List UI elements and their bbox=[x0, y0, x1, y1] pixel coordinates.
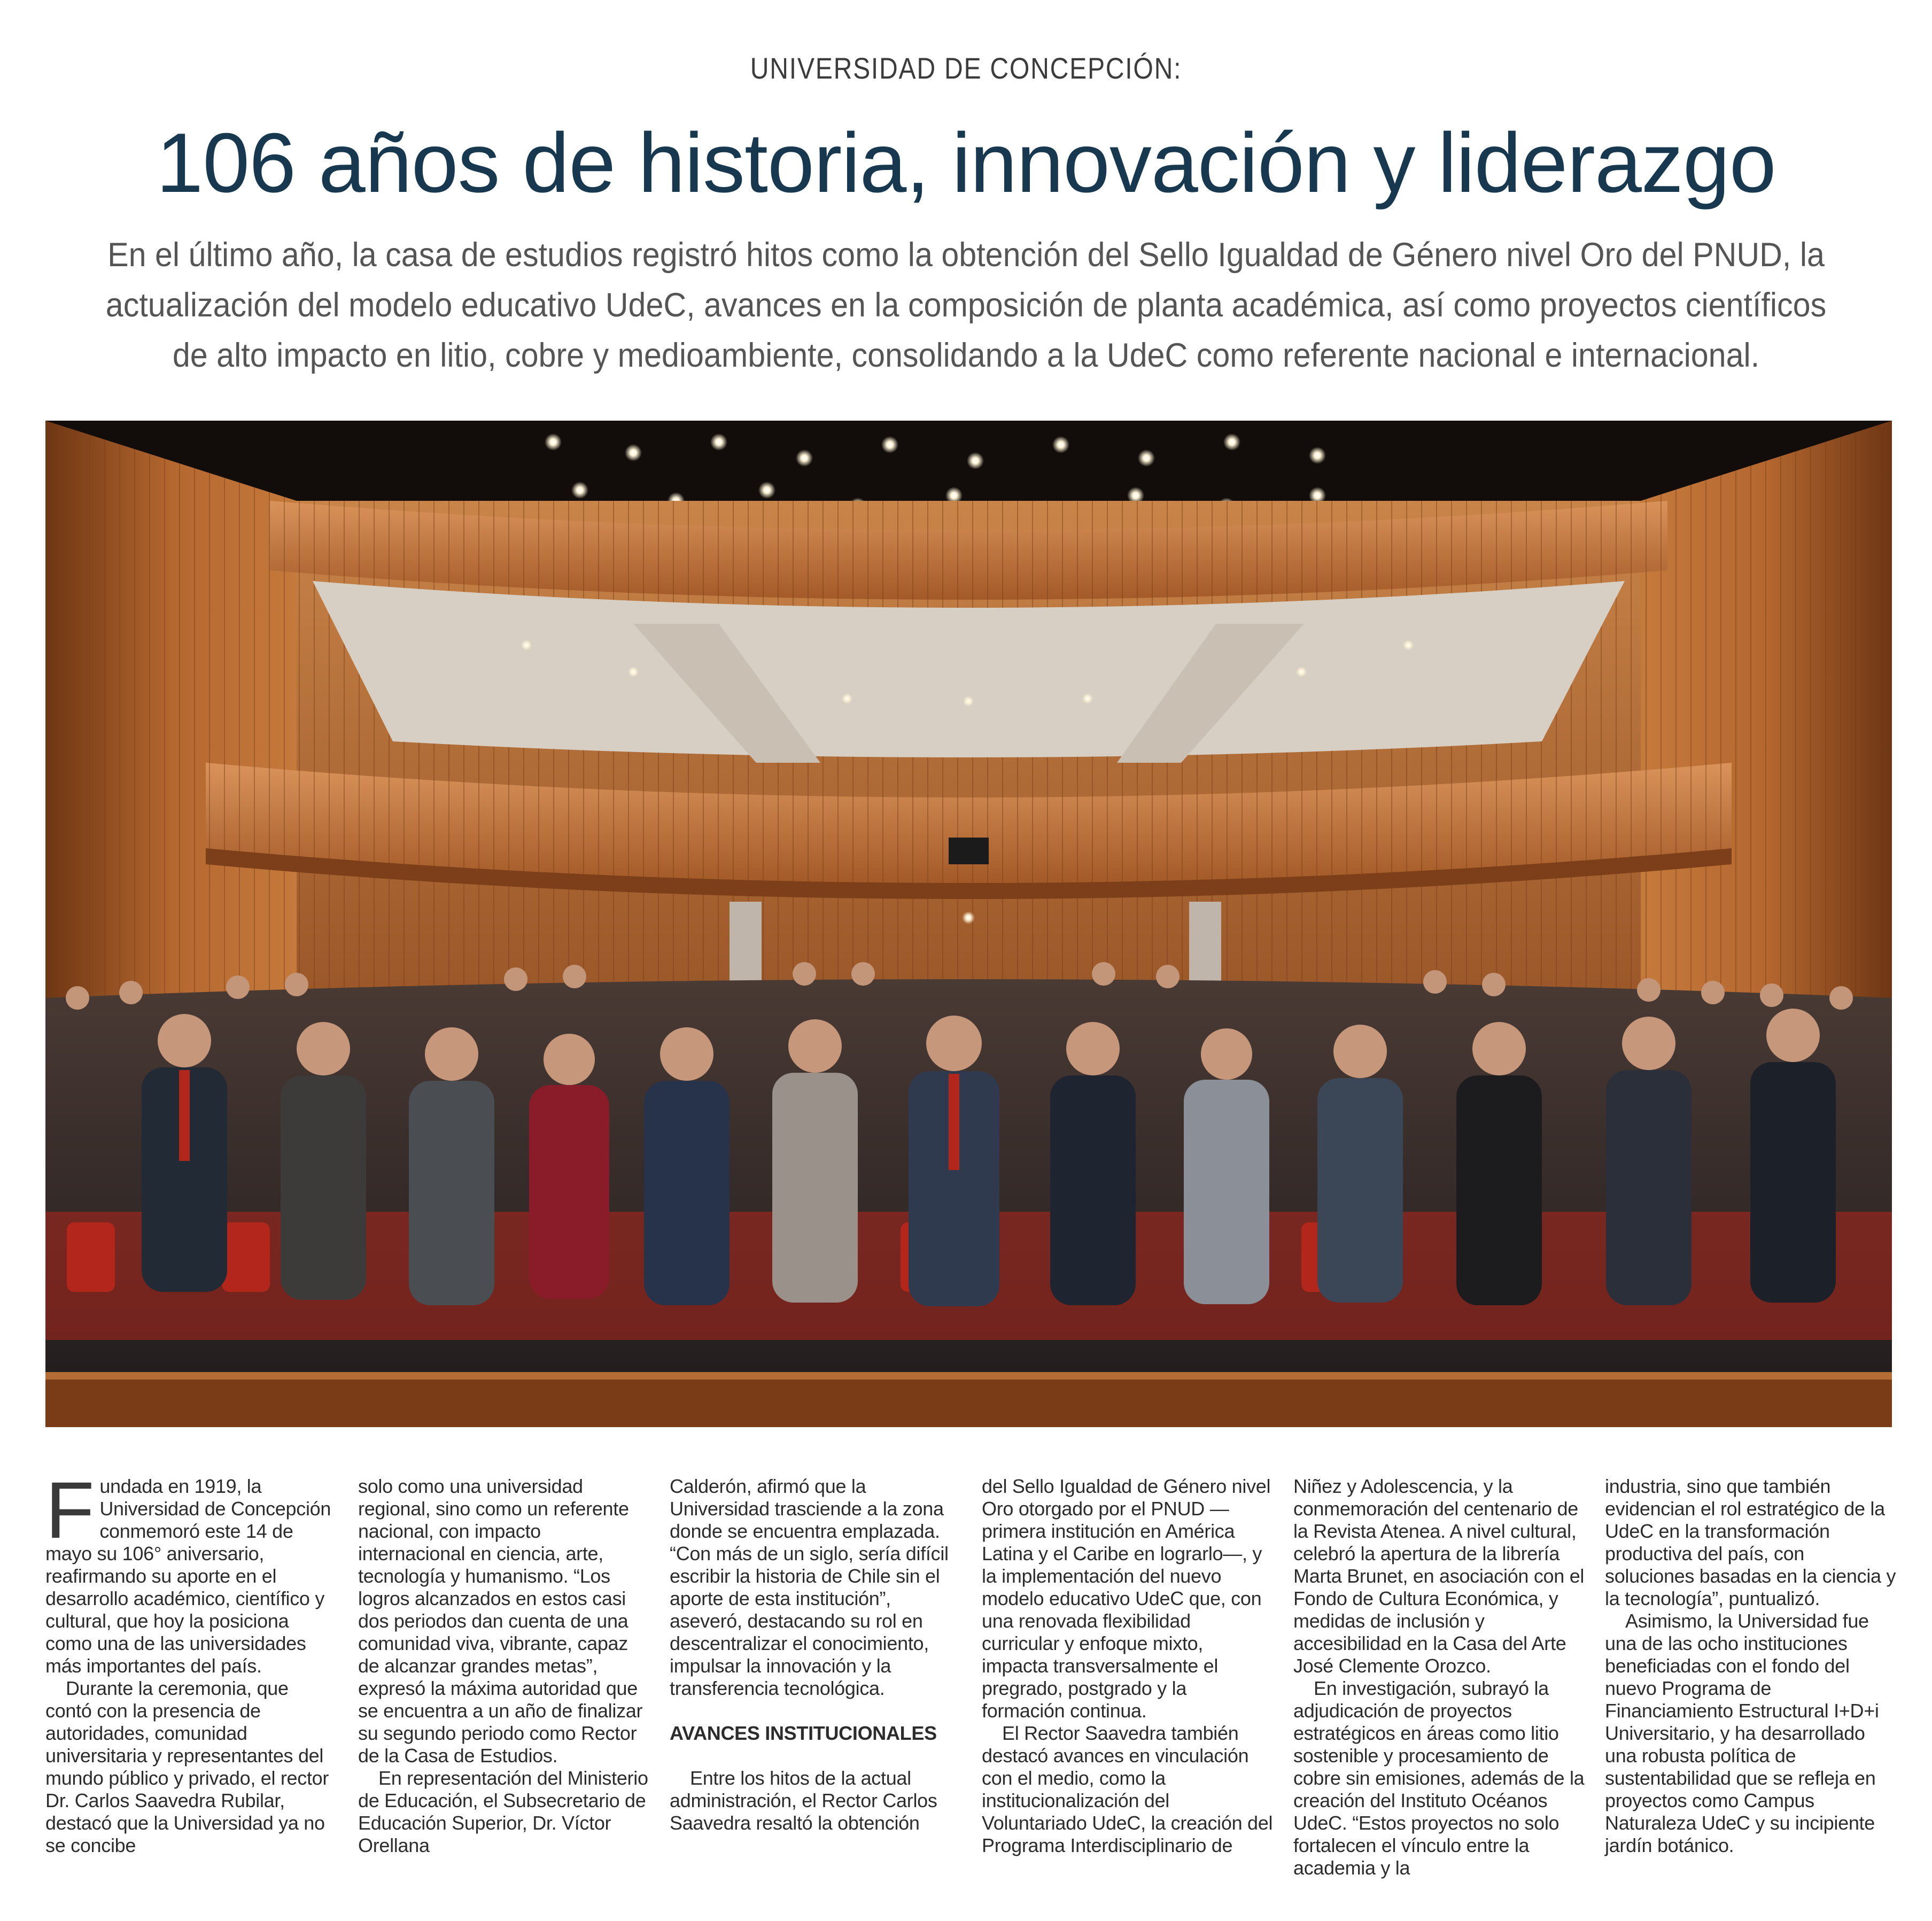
paragraph: Entre los hitos de la actual administración, el Rector Carlos Saavedra resaltó la obtención bbox=[670, 1767, 937, 1834]
column-1 bbox=[45, 1465, 337, 1892]
paragraph: Calderón, afirmó que la Universidad trasciende a la zona donde se encuentra emplazada. “Con más de un siglo, sería difícil escribir la historia de Chile sin el aporte de esta institución”, aseveró, destacando su rol en descentralizar el conocimiento, impulsar la innovación y la transferencia tecnológica. bbox=[670, 1475, 949, 1699]
paragraph: del Sello Igualdad de Género nivel Oro otorgado por el PNUD —primera institución en América Latina y el Caribe en lograrlo—, y la implementación del nuevo modelo educativo UdeC que, con una renovada flexibilidad curricular y enfoque mixto, impacta transversalmente el pregrado, postgrado y la formación continua. bbox=[982, 1475, 1271, 1722]
paragraph: Niñez y Adolescencia, y la conmemoración del centenario de la Revista Atenea. A nivel cultural, celebró la apertura de la librería Marta Brunet, en asociación con el Fondo de Cultura Económica, y medidas de inclusión y accesibilidad en la Casa del Arte José Clemente Orozco. bbox=[1293, 1475, 1585, 1677]
paragraph: El Rector Saavedra también destacó avances en vinculación con el medio, como la institucionalización del Voluntariado UdeC, la creación del Programa Interdisciplinario de bbox=[982, 1722, 1273, 1856]
paragraph: Asimismo, la Universidad fue una de las ocho instituciones beneficiadas con el fondo del nuevo Programa de Financiamiento Estructural I+D+i Universitario, y ha desarrollado una robusta política de sustentabilidad que se refleja en proyectos como Campus Naturaleza UdeC y su incipiente jardín botánico. bbox=[1605, 1610, 1879, 1856]
paragraph: En representación del Ministerio de Educación, el Subsecretario de Educación Superior, Dr. Víctor Orellana bbox=[358, 1767, 648, 1856]
column-6 bbox=[1605, 1475, 1896, 1892]
paragraph: En investigación, subrayó la adjudicación de proyectos estratégicos en áreas como litio sostenible y procesamiento de cobre sin emisiones, además de la creación del Instituto Océanos UdeC. “Estos proyectos no solo fortalecen el vínculo entre la academia y la bbox=[1293, 1677, 1585, 1879]
section-subhead: AVANCES INSTITUCIONALES bbox=[670, 1722, 937, 1744]
column-4 bbox=[982, 1475, 1273, 1892]
deck-summary: En el último año, la casa de estudios registró hitos como la obtención del Sello Igualdad de Género nivel Oro del PNUD, la actualización del modelo educativo UdeC, avances en la composición de planta académica, así como proyectos científicos de alto impacto en litio, cobre y medioambiente, consolidando a la UdeC como referente nacional e internacional. bbox=[105, 236, 1827, 374]
column-2 bbox=[358, 1475, 649, 1892]
column-5 bbox=[1293, 1475, 1585, 1892]
auditorium-illustration bbox=[45, 421, 1892, 1427]
column-3 bbox=[670, 1475, 961, 1892]
dropcap: F bbox=[45, 1465, 95, 1555]
kicker: UNIVERSIDAD DE CONCEPCIÓN: bbox=[750, 51, 1182, 85]
headline: 106 años de historia, innovación y liderazgo bbox=[156, 116, 1776, 210]
paragraph: industria, sino que también evidencian el rol estratégico de la UdeC en la transformación productiva del país, con soluciones basadas en la ciencia y la tecnología”, puntualizó. bbox=[1605, 1475, 1896, 1609]
auditorium-photo bbox=[45, 421, 1892, 1427]
article-body bbox=[45, 1465, 1896, 1892]
paragraph: undada en 1919, la Universidad de Concepción conmemoró este 14 de mayo su 106° aniversario, reafirmando su aporte en el desarrollo académico, científico y cultural, que hoy la posiciona como una de las universidades más importantes del país. bbox=[45, 1475, 331, 1677]
paragraph: solo como una universidad regional, sino como un referente nacional, con impacto internacional en ciencia, arte, tecnología y humanismo. “Los logros alcanzados en estos casi dos periodos dan cuenta de una comunidad viva, vibrante, capaz de alcanzar grandes metas”, expresó la máxima autoridad que se encuentra a un año de finalizar su segundo periodo como Rector de la Casa de Estudios. bbox=[358, 1475, 643, 1767]
paragraph: Durante la ceremonia, que contó con la presencia de autoridades, comunidad universitaria y representantes del mundo público y privado, el rector Dr. Carlos Saavedra Rubilar, destacó que la Universidad ya no se concibe bbox=[45, 1677, 329, 1856]
